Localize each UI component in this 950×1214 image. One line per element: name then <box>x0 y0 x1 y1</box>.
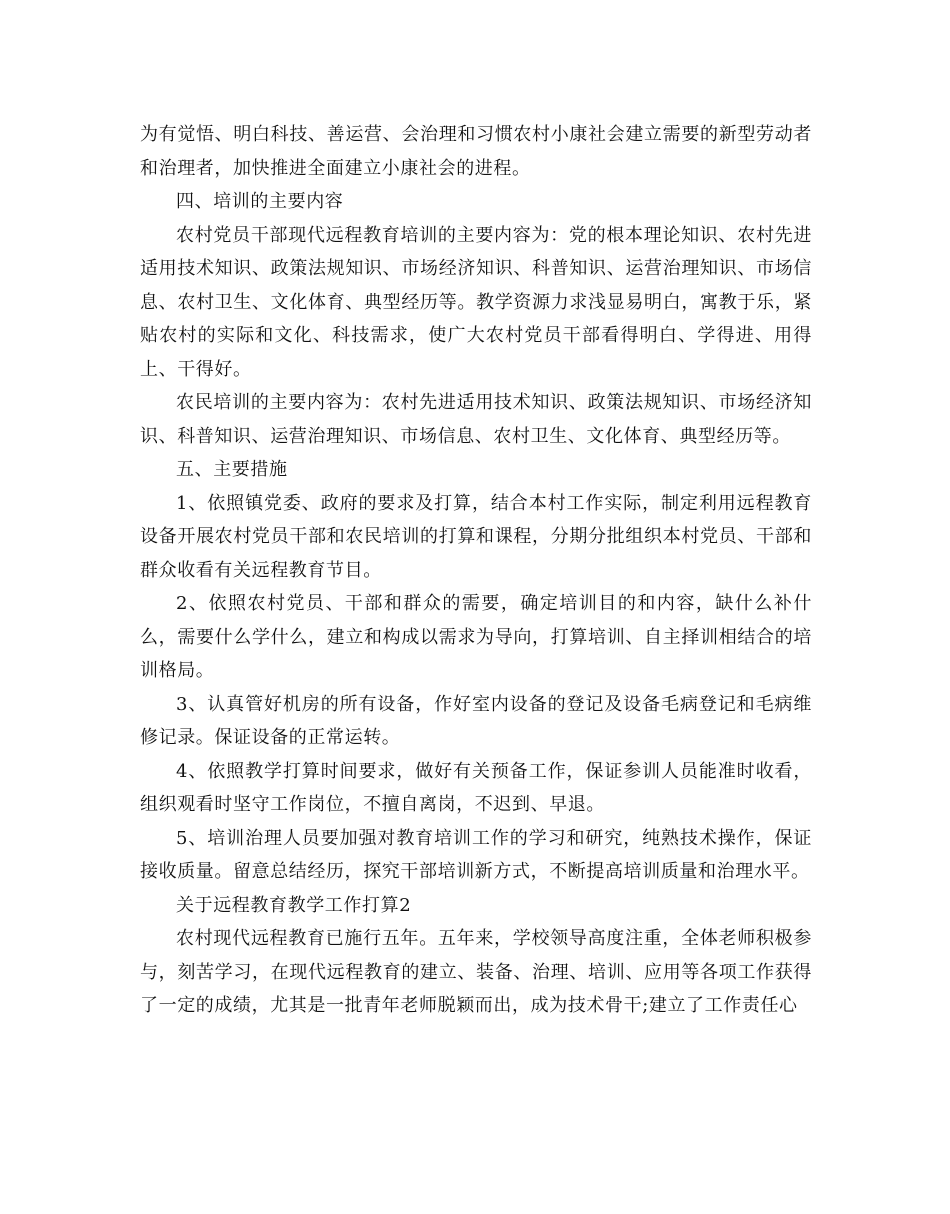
paragraph-measure-5: 5、培训治理人员要加强对教育培训工作的学习和研究，纯熟技术操作，保证接收质量。留意总结经历，探究干部培训新方式，不断提高培训质量和治理水平。 <box>140 827 812 882</box>
paragraph-farmer-training-content: 农民培训的主要内容为：农村先进适用技术知识、政策法规知识、市场经济知识、科普知识、运营治理知识、市场信息、农村卫生、文化体育、典型经历等。 <box>140 392 812 447</box>
section-title-plan-2: 关于远程教育教学工作打算2 <box>176 894 412 916</box>
section-heading-training-content: 四、培训的主要内容 <box>176 191 344 212</box>
section-heading-main-measures: 五、主要措施 <box>176 459 288 480</box>
paragraph-measure-1: 1、依照镇党委、政府的要求及打算，结合本村工作实际，制定利用远程教育设备开展农村党员干部和农民培训的打算和课程，分期分批组织本村党员、干部和群众收看有关远程教育节目。 <box>140 492 812 581</box>
paragraph-measure-2: 2、依照农村党员、干部和群众的需要，确定培训目的和内容，缺什么补什么，需要什么学什么，建立和构成以需求为导向，打算培训、自主择训相结合的培训格局。 <box>140 593 812 681</box>
paragraph-cadre-training-content: 农村党员干部现代远程教育培训的主要内容为：党的根本理论知识、农村先进适用技术知识、政策法规知识、市场经济知识、科普知识、运营治理知识、市场信息、农村卫生、文化体育、典型经历等。教学资源力求浅显易明白，寓教于乐，紧贴农村的实际和文化、科技需求，使广大农村党员干部看得明白、学得进、用得上、干得好。 <box>140 224 812 380</box>
paragraph-measure-3: 3、认真管好机房的所有设备，作好室内设备的登记及设备毛病登记和毛病维修记录。保证设备的正常运转。 <box>140 693 812 748</box>
paragraph-measure-4: 4、依照教学打算时间要求，做好有关预备工作，保证参训人员能准时收看，组织观看时坚守工作岗位，不擅自离岗，不迟到、早退。 <box>140 760 812 815</box>
paragraph-intro-continuation: 为有觉悟、明白科技、善运营、会治理和习惯农村小康社会建立需要的新型劳动者和治理者，加快推进全面建立小康社会的进程。 <box>140 124 812 179</box>
paragraph-plan-2-intro: 农村现代远程教育已施行五年。五年来，学校领导高度注重，全体老师积极参与，刻苦学习，在现代远程教育的建立、装备、治理、培训、应用等各项工作获得了一定的成绩，尤其是一批青年老师脱颖而出，成为技术骨干;建立了工作责任心 <box>140 928 812 1016</box>
document-page <box>140 118 812 1023</box>
